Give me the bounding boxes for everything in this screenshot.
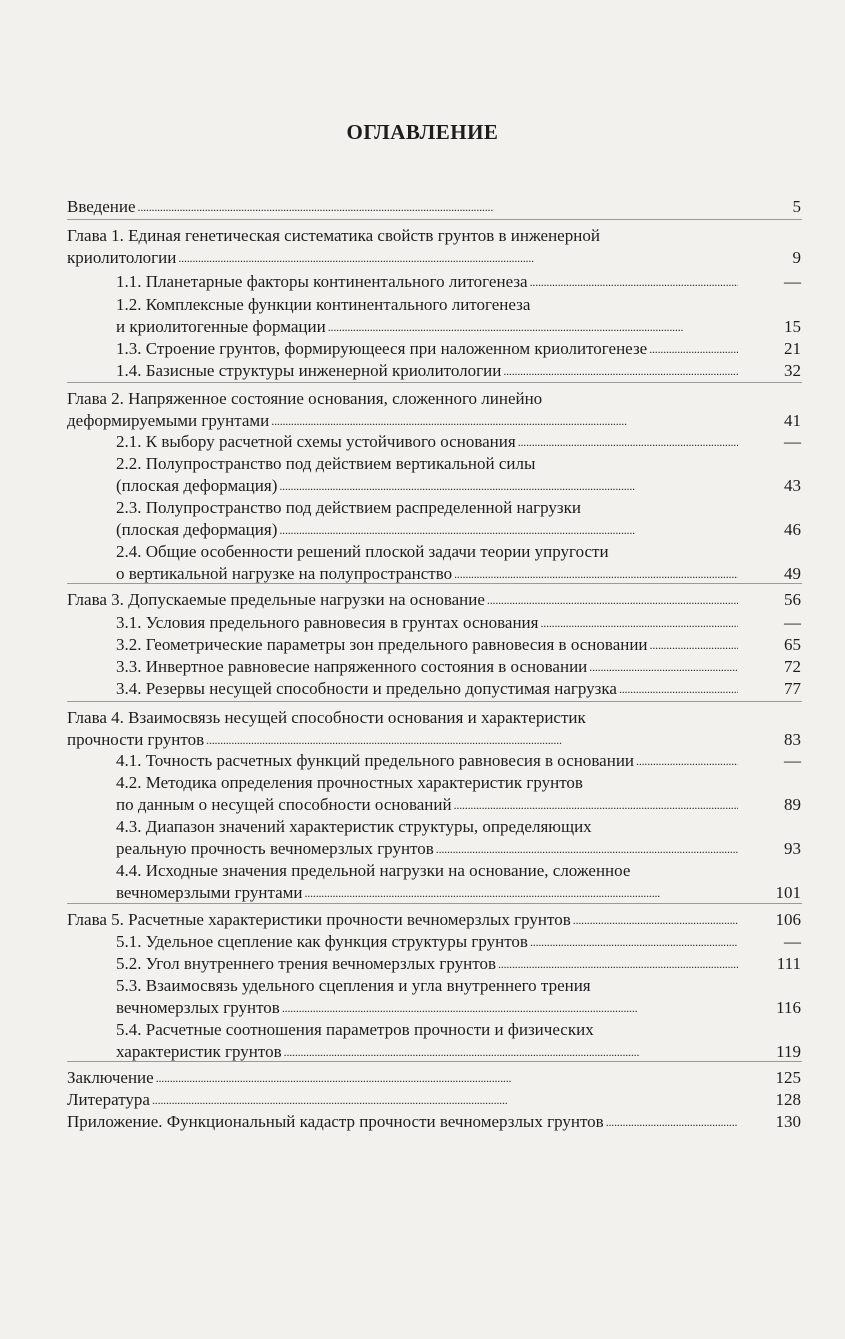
toc-entry-text: (плоская деформация) — [116, 476, 278, 495]
toc-entry-text: 2.2. Полупространство под действием вертикальной силы — [116, 454, 536, 473]
toc-page-number: 43 — [784, 476, 801, 495]
toc-page-number: 106 — [775, 910, 801, 929]
toc-page-number: 101 — [775, 883, 801, 902]
dot-leader — [503, 366, 738, 376]
toc-page-number: 46 — [784, 520, 801, 539]
toc-page-number: 32 — [784, 361, 801, 380]
toc-page-number: 56 — [784, 590, 801, 609]
toc-page-number: 41 — [784, 411, 801, 430]
toc-entry-text: 5.1. Удельное сцепление как функция структуры грунтов — [116, 932, 528, 951]
toc-page-number: — — [784, 751, 801, 770]
dot-leader — [279, 525, 738, 535]
toc-entry-text: 2.3. Полупространство под действием распределенной нагрузки — [116, 498, 581, 517]
toc-page-number: 15 — [784, 317, 801, 336]
toc-entry-text: 5.3. Взаимосвязь удельного сцепления и угла внутреннего трения — [116, 976, 591, 995]
dot-leader — [573, 915, 738, 925]
toc-page-number: 83 — [784, 730, 801, 749]
toc-entry-text: вечномерзлыми грунтами — [116, 883, 303, 902]
toc-entry-text: 1.3. Строение грунтов, формирующееся при наложенном криолитогенезе — [116, 339, 648, 358]
section-divider — [67, 382, 802, 383]
dot-leader — [636, 756, 738, 766]
toc-page-number: 72 — [784, 657, 801, 676]
dot-leader — [606, 1117, 738, 1127]
dot-leader — [619, 684, 738, 694]
toc-entry-text: (плоская деформация) — [116, 520, 278, 539]
toc-entry-text: 2.4. Общие особенности решений плоской задачи теории упругости — [116, 542, 609, 561]
toc-entry-text: 1.4. Базисные структуры инженерной криолитологии — [116, 361, 502, 380]
toc-entry-text: Глава 3. Допускаемые предельные нагрузки на основание — [67, 590, 485, 609]
dot-leader — [279, 481, 738, 491]
dot-leader — [454, 569, 738, 579]
dot-leader — [530, 277, 738, 287]
toc-entry-text: 1.1. Планетарные факторы континентального литогенеза — [116, 272, 528, 291]
dot-leader — [454, 800, 738, 810]
toc-entry-text: 5.4. Расчетные соотношения параметров прочности и физических — [116, 1020, 594, 1039]
section-divider — [67, 219, 802, 220]
toc-page-number: 77 — [784, 679, 801, 698]
dot-leader — [589, 662, 738, 672]
toc-entry-text: 3.4. Резервы несущей способности и предельно допустимая нагрузка — [116, 679, 617, 698]
toc-entry-text: по данным о несущей способности оснований — [116, 795, 452, 814]
toc-page-number: 130 — [775, 1112, 801, 1131]
toc-page-number: 21 — [784, 339, 801, 358]
dot-leader — [540, 618, 738, 628]
toc-entry-text: прочности грунтов — [67, 730, 205, 749]
toc-entry-text: 3.2. Геометрические параметры зон предельного равновесия в основании — [116, 635, 648, 654]
toc-entry-text: реальную прочность вечномерзлых грунтов — [116, 839, 434, 858]
toc-entry-text: Введение — [67, 197, 136, 216]
toc-page-number: — — [784, 432, 801, 451]
toc-page-number: 111 — [776, 954, 801, 973]
toc-entry-text: Глава 1. Единая генетическая систематика свойств грунтов в инженерной — [67, 226, 600, 245]
toc-page-number: 128 — [775, 1090, 801, 1109]
toc-page-number: 5 — [792, 197, 801, 216]
toc-page-number: 49 — [784, 564, 801, 583]
dot-leader — [152, 1095, 738, 1105]
toc-entry-text: Глава 4. Взаимосвязь несущей способности основания и характеристик — [67, 708, 586, 727]
dot-leader — [436, 844, 738, 854]
toc-entry-text: Литература — [67, 1090, 150, 1109]
toc-page-number: — — [784, 613, 801, 632]
toc-entry-text: о вертикальной нагрузке на полупространство — [116, 564, 453, 583]
toc-entry-text: 5.2. Угол внутреннего трения вечномерзлых грунтов — [116, 954, 496, 973]
dot-leader — [156, 1073, 738, 1083]
toc-page-number: — — [784, 272, 801, 291]
toc-page-number: 125 — [775, 1068, 801, 1087]
dot-leader — [138, 202, 738, 212]
toc-page-number: 9 — [792, 248, 801, 267]
dot-leader — [178, 253, 738, 263]
dot-leader — [328, 322, 738, 332]
toc-entry-text: 4.3. Диапазон значений характеристик структуры, определяющих — [116, 817, 592, 836]
dot-leader — [650, 640, 738, 650]
dot-leader — [649, 344, 738, 354]
toc-entry-text: 4.1. Точность расчетных функций предельного равновесия в основании — [116, 751, 635, 770]
toc-entry-text: характеристик грунтов — [116, 1042, 282, 1061]
dot-leader — [518, 437, 738, 447]
toc-page-number: 89 — [784, 795, 801, 814]
toc-entry-text: Глава 2. Напряженное состояние основания, сложенного линейно — [67, 389, 543, 408]
toc-entry-text: 4.4. Исходные значения предельной нагрузки на основание, сложенное — [116, 861, 631, 880]
toc-entry-text: 2.1. К выбору расчетной схемы устойчивого основания — [116, 432, 516, 451]
toc-entry-text: 3.1. Условия предельного равновесия в грунтах основания — [116, 613, 539, 632]
toc-page-number: 119 — [776, 1042, 801, 1061]
toc-entry-text: Глава 5. Расчетные характеристики прочности вечномерзлых грунтов — [67, 910, 571, 929]
dot-leader — [530, 937, 738, 947]
toc-entry-text: 1.2. Комплексные функции континентального литогенеза — [116, 295, 531, 314]
toc-page-number: 116 — [776, 998, 801, 1017]
page-title: ОГЛАВЛЕНИЕ — [346, 120, 499, 144]
toc-page-number: — — [784, 932, 801, 951]
dot-leader — [487, 595, 738, 605]
dot-leader — [305, 888, 739, 898]
dot-leader — [284, 1047, 738, 1057]
dot-leader — [498, 959, 738, 969]
toc-entry-text: деформируемыми грунтами — [67, 411, 270, 430]
dot-leader — [271, 416, 738, 426]
toc-entry-text: и криолитогенные формации — [116, 317, 326, 336]
toc-page-number: 93 — [784, 839, 801, 858]
toc-entry-text: Заключение — [67, 1068, 154, 1087]
toc-entry-text: Приложение. Функциональный кадастр прочности вечномерзлых грунтов — [67, 1112, 604, 1131]
toc-entry-text: 4.2. Методика определения прочностных характеристик грунтов — [116, 773, 583, 792]
toc-page-number: 65 — [784, 635, 801, 654]
dot-leader — [282, 1003, 738, 1013]
section-divider — [67, 701, 802, 702]
toc-entry-text: криолитологии — [67, 248, 177, 267]
toc-entry-text: вечномерзлых грунтов — [116, 998, 280, 1017]
toc-entry-text: 3.3. Инвертное равновесие напряженного состояния в основании — [116, 657, 588, 676]
dot-leader — [206, 735, 738, 745]
